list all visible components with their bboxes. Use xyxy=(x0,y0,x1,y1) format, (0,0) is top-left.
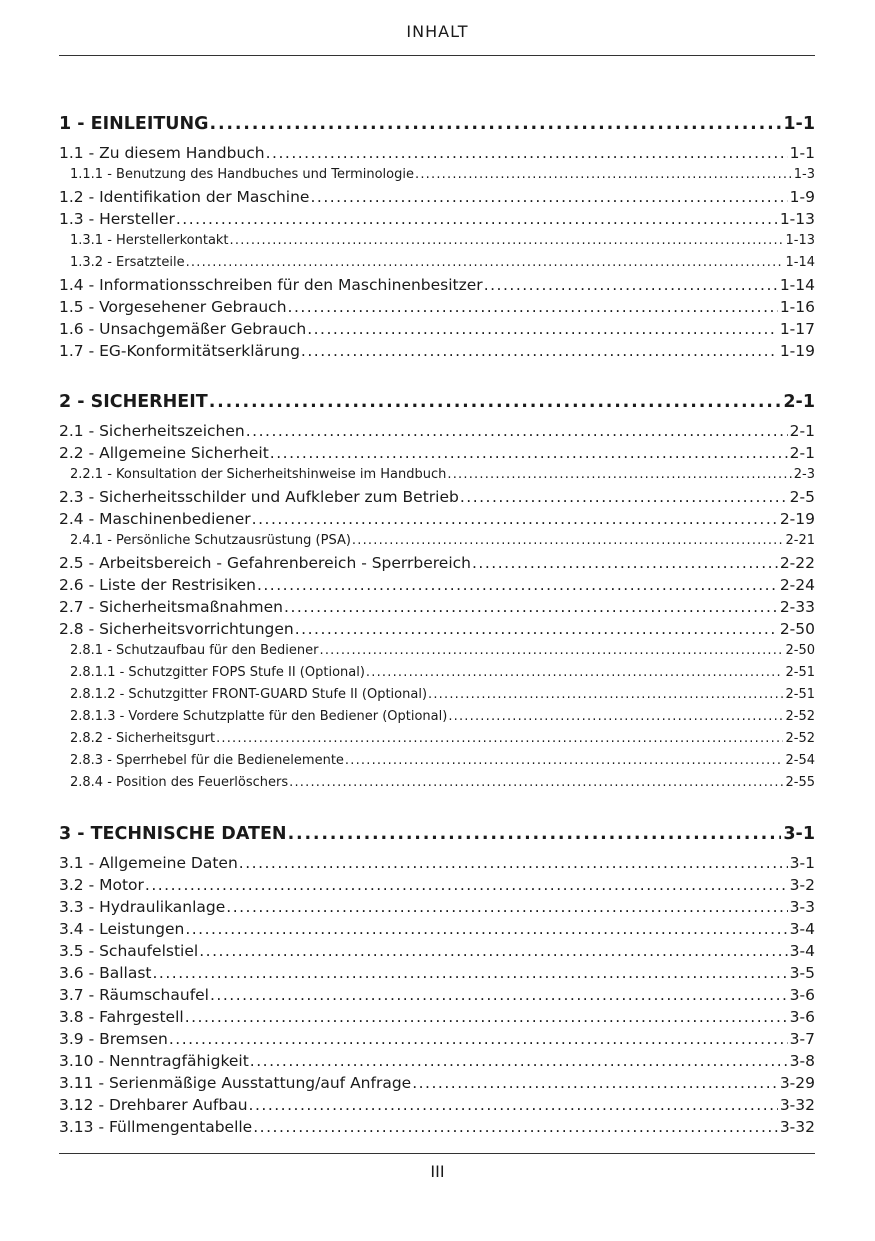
dot-leader xyxy=(239,852,788,874)
dot-leader xyxy=(307,318,778,340)
toc-section-entry[interactable] xyxy=(59,1028,815,1050)
toc-entry-page: 2-1 xyxy=(783,392,815,412)
toc-entry-title: 2.4.1 - Persönliche Schutzausrüstung (PSA) xyxy=(70,533,351,548)
toc-subsection-entry[interactable] xyxy=(59,230,815,252)
toc-entry-page: 3-8 xyxy=(789,1052,815,1070)
dot-leader xyxy=(186,252,784,274)
dot-leader xyxy=(250,1050,788,1072)
page-header-title: INHALT xyxy=(406,22,469,41)
toc-entry-title: 3.12 - Drehbarer Aufbau xyxy=(59,1096,248,1114)
toc-section-entry[interactable] xyxy=(59,340,815,362)
dot-leader xyxy=(484,274,778,296)
toc-section-entry[interactable] xyxy=(59,296,815,318)
dot-leader xyxy=(249,1094,778,1116)
toc-entry-title: 2.8.3 - Sperrhebel für die Bedienelemente xyxy=(70,753,344,768)
toc-entry-title: 2.2 - Allgemeine Sicherheit xyxy=(59,444,269,462)
toc-subsection-entry[interactable] xyxy=(59,706,815,728)
toc-entry-page: 1-14 xyxy=(785,255,815,270)
toc-entry-page: 2-52 xyxy=(785,731,815,746)
toc-subsection-entry[interactable] xyxy=(59,684,815,706)
dot-leader xyxy=(169,1028,788,1050)
toc-section-entry[interactable] xyxy=(59,486,815,508)
toc-entry-page: 3-6 xyxy=(789,1008,815,1026)
toc-section-entry[interactable] xyxy=(59,1072,815,1094)
dot-leader xyxy=(153,962,788,984)
dot-leader xyxy=(289,772,783,794)
dot-leader xyxy=(301,340,778,362)
toc-entry-title: 3.7 - Räumschaufel xyxy=(59,986,209,1004)
toc-entry-page: 1-14 xyxy=(779,276,815,294)
toc-entry-page: 2-5 xyxy=(789,488,815,506)
toc-entry-page: 2-19 xyxy=(779,510,815,528)
toc-section-entry[interactable] xyxy=(59,508,815,530)
footer-divider xyxy=(59,1153,815,1154)
toc-entry-title: 2.8 - Sicherheitsvorrichtungen xyxy=(59,620,294,638)
toc-entry-page: 3-3 xyxy=(789,898,815,916)
toc-entry-title: 2.8.1.3 - Vordere Schutzplatte für den Bediener (Optional) xyxy=(70,709,448,724)
toc-subsection-entry[interactable] xyxy=(59,662,815,684)
toc-section-entry[interactable] xyxy=(59,442,815,464)
toc-entry-page: 2-1 xyxy=(789,422,815,440)
toc-entry-page: 1-13 xyxy=(785,233,815,248)
toc-entry-title: 3.11 - Serienmäßige Ausstattung/auf Anfrage xyxy=(59,1074,412,1092)
dot-leader xyxy=(145,874,788,896)
toc-entry-title: 1.7 - EG-Konformitätserklärung xyxy=(59,342,300,360)
toc-subsection-entry[interactable] xyxy=(59,640,815,662)
toc-section-entry[interactable] xyxy=(59,896,815,918)
toc-entry-page: 3-6 xyxy=(789,986,815,1004)
dot-leader xyxy=(288,822,782,847)
toc-entry-title: 2.2.1 - Konsultation der Sicherheitshinweise im Handbuch xyxy=(70,467,447,482)
toc-entry-title: 3.5 - Schaufelstiel xyxy=(59,942,199,960)
toc-entry-page: 2-22 xyxy=(779,554,815,572)
toc-entry-page: 3-29 xyxy=(779,1074,815,1092)
toc-entry-page: 3-4 xyxy=(789,942,815,960)
toc-chapter xyxy=(59,822,815,1138)
toc-entry-page: 1-1 xyxy=(789,144,815,162)
toc-entry-title: 2.8.1 - Schutzaufbau für den Bediener xyxy=(70,643,319,658)
toc-entry-page: 3-7 xyxy=(789,1030,815,1048)
toc-entry-page: 2-50 xyxy=(785,643,815,658)
dot-leader xyxy=(226,896,787,918)
dot-leader xyxy=(253,1116,778,1138)
dot-leader xyxy=(460,486,788,508)
dot-leader xyxy=(284,596,778,618)
toc-section-entry[interactable] xyxy=(59,574,815,596)
dot-leader xyxy=(176,208,778,230)
dot-leader xyxy=(352,530,784,552)
dot-leader xyxy=(295,618,778,640)
toc-section-entry[interactable] xyxy=(59,142,815,164)
dot-leader xyxy=(209,390,782,415)
toc-entry-page: 2-3 xyxy=(793,467,815,482)
toc-entry-title: 2.4 - Maschinenbediener xyxy=(59,510,251,528)
toc-section-entry[interactable] xyxy=(59,1116,815,1138)
dot-leader xyxy=(448,706,783,728)
toc-entry-title: 1.4 - Informationsschreiben für den Maschinenbesitzer xyxy=(59,276,483,294)
dot-leader xyxy=(447,464,791,486)
toc-chapter-heading[interactable] xyxy=(59,822,815,847)
toc-section-entry[interactable] xyxy=(59,1006,815,1028)
toc-section-entry[interactable] xyxy=(59,208,815,230)
dot-leader xyxy=(246,420,788,442)
page-number: III xyxy=(430,1162,445,1181)
toc-entry-page: 1-17 xyxy=(779,320,815,338)
dot-leader xyxy=(428,684,783,706)
dot-leader xyxy=(185,918,787,940)
toc-entry-title: 3.2 - Motor xyxy=(59,876,144,894)
dot-leader xyxy=(270,442,788,464)
toc-section-entry[interactable] xyxy=(59,552,815,574)
toc-entry-title: 2.8.4 - Position des Feuerlöschers xyxy=(70,775,289,790)
toc-entry-title: 2 - SICHERHEIT xyxy=(59,392,208,412)
toc-subsection-entry[interactable] xyxy=(59,750,815,772)
toc-entry-page: 2-51 xyxy=(785,687,815,702)
toc-entry-page: 3-1 xyxy=(789,854,815,872)
dot-leader xyxy=(310,186,787,208)
toc-entry-title: 2.1 - Sicherheitszeichen xyxy=(59,422,245,440)
toc-subsection-entry[interactable] xyxy=(59,164,815,186)
toc-section-entry[interactable] xyxy=(59,918,815,940)
toc-entry-title: 1.5 - Vorgesehener Gebrauch xyxy=(59,298,287,316)
toc-entry-title: 1.2 - Identifikation der Maschine xyxy=(59,188,310,206)
toc-section-entry[interactable] xyxy=(59,596,815,618)
toc-section-entry[interactable] xyxy=(59,1094,815,1116)
table-of-contents xyxy=(59,112,815,1142)
toc-entry-title: 3.8 - Fahrgestell xyxy=(59,1008,184,1026)
toc-entry-title: 3.10 - Nenntragfähigkeit xyxy=(59,1052,249,1070)
toc-entry-page: 3-5 xyxy=(789,964,815,982)
toc-entry-title: 2.8.2 - Sicherheitsgurt xyxy=(70,731,216,746)
toc-section-entry[interactable] xyxy=(59,852,815,874)
toc-entry-page: 3-32 xyxy=(779,1096,815,1114)
toc-subsection-entry[interactable] xyxy=(59,530,815,552)
toc-section-entry[interactable] xyxy=(59,962,815,984)
chapter-spacer xyxy=(59,798,815,822)
toc-entry-title: 2.7 - Sicherheitsmaßnahmen xyxy=(59,598,284,616)
dot-leader xyxy=(230,230,784,252)
toc-entry-page: 1-19 xyxy=(779,342,815,360)
toc-entry-page: 2-24 xyxy=(779,576,815,594)
toc-entry-page: 2-1 xyxy=(789,444,815,462)
dot-leader xyxy=(252,508,778,530)
toc-section-entry[interactable] xyxy=(59,940,815,962)
dot-leader xyxy=(472,552,778,574)
toc-entry-title: 3.4 - Leistungen xyxy=(59,920,185,938)
toc-entry-title: 1.1 - Zu diesem Handbuch xyxy=(59,144,265,162)
dot-leader xyxy=(266,142,788,164)
toc-entry-page: 1-9 xyxy=(789,188,815,206)
toc-entry-title: 2.8.1.1 - Schutzgitter FOPS Stufe II (Optional) xyxy=(70,665,365,680)
toc-subsection-entry[interactable] xyxy=(59,772,815,794)
toc-entry-title: 3 - TECHNISCHE DATEN xyxy=(59,824,287,844)
toc-entry-page: 3-4 xyxy=(789,920,815,938)
chapter-spacer xyxy=(59,366,815,390)
dot-leader xyxy=(345,750,784,772)
toc-chapter-heading[interactable] xyxy=(59,390,815,415)
toc-entry-title: 3.6 - Ballast xyxy=(59,964,152,982)
toc-entry-page: 3-2 xyxy=(789,876,815,894)
dot-leader xyxy=(199,940,787,962)
toc-entry-title: 2.6 - Liste der Restrisiken xyxy=(59,576,256,594)
toc-entry-page: 3-1 xyxy=(783,824,815,844)
toc-entry-page: 1-16 xyxy=(779,298,815,316)
toc-entry-title: 1.3.2 - Ersatzteile xyxy=(70,255,185,270)
dot-leader xyxy=(319,640,783,662)
dot-leader xyxy=(288,296,778,318)
toc-section-entry[interactable] xyxy=(59,274,815,296)
dot-leader xyxy=(412,1072,778,1094)
toc-entry-page: 2-55 xyxy=(785,775,815,790)
toc-entry-title: 3.9 - Bremsen xyxy=(59,1030,168,1048)
dot-leader xyxy=(210,984,788,1006)
toc-subsection-entry[interactable] xyxy=(59,464,815,486)
toc-subsection-entry[interactable] xyxy=(59,252,815,274)
dot-leader xyxy=(185,1006,788,1028)
dot-leader xyxy=(415,164,792,186)
toc-subsection-entry[interactable] xyxy=(59,728,815,750)
toc-entry-page: 3-32 xyxy=(779,1118,815,1136)
toc-section-entry[interactable] xyxy=(59,874,815,896)
toc-entry-page: 2-21 xyxy=(785,533,815,548)
header-divider xyxy=(59,55,815,56)
toc-entry-title: 3.1 - Allgemeine Daten xyxy=(59,854,238,872)
toc-entry-title: 2.5 - Arbeitsbereich - Gefahrenbereich - Sperrbereich xyxy=(59,554,471,572)
toc-chapter-heading[interactable] xyxy=(59,112,815,137)
dot-leader xyxy=(216,728,783,750)
dot-leader xyxy=(366,662,784,684)
toc-entry-page: 1-1 xyxy=(783,114,815,134)
toc-entry-page: 2-51 xyxy=(785,665,815,680)
toc-entry-title: 1 - EINLEITUNG xyxy=(59,114,209,134)
toc-section-entry[interactable] xyxy=(59,984,815,1006)
toc-entry-title: 3.13 - Füllmengentabelle xyxy=(59,1118,253,1136)
toc-entry-title: 1.3 - Hersteller xyxy=(59,210,175,228)
toc-entry-page: 1-13 xyxy=(779,210,815,228)
toc-entry-page: 2-33 xyxy=(779,598,815,616)
toc-entry-page: 2-52 xyxy=(785,709,815,724)
toc-entry-title: 1.1.1 - Benutzung des Handbuches und Terminologie xyxy=(70,167,414,182)
dot-leader xyxy=(210,112,782,137)
toc-section-entry[interactable] xyxy=(59,318,815,340)
toc-entry-title: 1.3.1 - Herstellerkontakt xyxy=(70,233,229,248)
toc-entry-title: 1.6 - Unsachgemäßer Gebrauch xyxy=(59,320,307,338)
toc-chapter xyxy=(59,390,815,794)
toc-section-entry[interactable] xyxy=(59,186,815,208)
toc-entry-page: 2-54 xyxy=(785,753,815,768)
toc-entry-title: 2.8.1.2 - Schutzgitter FRONT-GUARD Stufe II (Optional) xyxy=(70,687,428,702)
toc-entry-page: 1-3 xyxy=(793,167,815,182)
toc-section-entry[interactable] xyxy=(59,618,815,640)
toc-entry-title: 3.3 - Hydraulikanlage xyxy=(59,898,226,916)
toc-entry-title: 2.3 - Sicherheitsschilder und Aufkleber zum Betrieb xyxy=(59,488,459,506)
toc-section-entry[interactable] xyxy=(59,420,815,442)
dot-leader xyxy=(257,574,778,596)
toc-entry-page: 2-50 xyxy=(779,620,815,638)
toc-chapter xyxy=(59,112,815,362)
toc-section-entry[interactable] xyxy=(59,1050,815,1072)
